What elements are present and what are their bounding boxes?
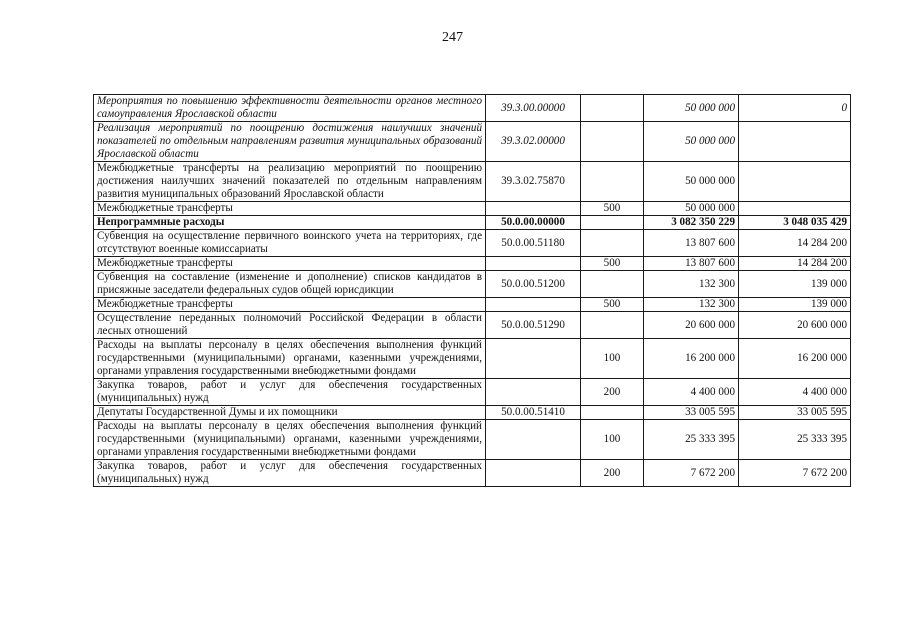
row-value-1: 50 000 000 — [644, 95, 739, 122]
row-value-1: 50 000 000 — [644, 202, 739, 216]
row-value-2 — [739, 162, 851, 202]
table-row — [94, 257, 851, 271]
row-value-1: 4 400 000 — [644, 379, 739, 406]
row-code — [486, 298, 581, 312]
table-row — [94, 420, 851, 460]
row-value-2: 0 — [739, 95, 851, 122]
table-row — [94, 312, 851, 339]
row-name: Межбюджетные трансферты на реализацию мероприятий по поощрению достижения наилучших значений показателей по отдельным направлениям развития муниципальных образований Ярославской области — [94, 162, 486, 202]
row-expense-type: 500 — [581, 202, 644, 216]
table-row — [94, 162, 851, 202]
row-value-2: 14 284 200 — [739, 257, 851, 271]
row-expense-type — [581, 406, 644, 420]
row-value-2: 16 200 000 — [739, 339, 851, 379]
row-value-1: 13 807 600 — [644, 230, 739, 257]
row-code: 39.3.02.00000 — [486, 122, 581, 162]
table-row — [94, 216, 851, 230]
row-name: Межбюджетные трансферты — [94, 298, 486, 312]
row-code: 50.0.00.51180 — [486, 230, 581, 257]
budget-table — [93, 94, 851, 487]
row-value-2: 25 333 395 — [739, 420, 851, 460]
row-expense-type — [581, 312, 644, 339]
row-name: Депутаты Государственной Думы и их помощники — [94, 406, 486, 420]
row-name: Непрограммные расходы — [94, 216, 486, 230]
row-value-2: 20 600 000 — [739, 312, 851, 339]
row-code: 50.0.00.51200 — [486, 271, 581, 298]
row-name: Мероприятия по повышению эффективности деятельности органов местного самоуправления Ярославской области — [94, 95, 486, 122]
table-row — [94, 298, 851, 312]
row-name: Осуществление переданных полномочий Российской Федерации в области лесных отношений — [94, 312, 486, 339]
row-expense-type: 200 — [581, 379, 644, 406]
row-value-1: 50 000 000 — [644, 122, 739, 162]
row-expense-type: 200 — [581, 460, 644, 487]
row-name: Закупка товаров, работ и услуг для обеспечения государственных (муниципальных) нужд — [94, 460, 486, 487]
row-code: 50.0.00.51410 — [486, 406, 581, 420]
row-value-2: 139 000 — [739, 271, 851, 298]
row-name: Субвенция на составление (изменение и дополнение) списков кандидатов в присяжные заседатели федеральных судов общей юрисдикции — [94, 271, 486, 298]
row-name: Субвенция на осуществление первичного воинского учета на территориях, где отсутствуют военные комиссариаты — [94, 230, 486, 257]
row-expense-type — [581, 230, 644, 257]
table-row — [94, 230, 851, 257]
row-value-2: 4 400 000 — [739, 379, 851, 406]
row-value-2: 139 000 — [739, 298, 851, 312]
row-expense-type — [581, 95, 644, 122]
row-expense-type — [581, 162, 644, 202]
row-expense-type: 500 — [581, 298, 644, 312]
row-name: Расходы на выплаты персоналу в целях обеспечения выполнения функций государственными (муниципальными) органами, казенными учреждениями, органами управления государственными внебюджетными фондами — [94, 339, 486, 379]
row-code: 50.0.00.00000 — [486, 216, 581, 230]
row-code — [486, 202, 581, 216]
table-row — [94, 122, 851, 162]
row-value-1: 132 300 — [644, 298, 739, 312]
row-name: Реализация мероприятий по поощрению достижения наилучших значений показателей по отдельным направлениям развития муниципальных образований Ярославской области — [94, 122, 486, 162]
row-expense-type — [581, 216, 644, 230]
row-value-1: 16 200 000 — [644, 339, 739, 379]
row-expense-type — [581, 122, 644, 162]
row-value-1: 7 672 200 — [644, 460, 739, 487]
row-expense-type: 100 — [581, 420, 644, 460]
table-row — [94, 95, 851, 122]
row-code — [486, 257, 581, 271]
row-value-2: 7 672 200 — [739, 460, 851, 487]
row-name: Межбюджетные трансферты — [94, 202, 486, 216]
row-value-2: 33 005 595 — [739, 406, 851, 420]
row-code — [486, 379, 581, 406]
row-code — [486, 339, 581, 379]
row-value-1: 132 300 — [644, 271, 739, 298]
table-row — [94, 339, 851, 379]
row-value-1: 33 005 595 — [644, 406, 739, 420]
row-value-2: 14 284 200 — [739, 230, 851, 257]
row-name: Межбюджетные трансферты — [94, 257, 486, 271]
row-value-2 — [739, 202, 851, 216]
row-value-1: 25 333 395 — [644, 420, 739, 460]
row-value-1: 20 600 000 — [644, 312, 739, 339]
row-code — [486, 420, 581, 460]
row-code — [486, 460, 581, 487]
table-row — [94, 460, 851, 487]
row-value-1: 50 000 000 — [644, 162, 739, 202]
row-code: 39.3.00.00000 — [486, 95, 581, 122]
table-row — [94, 202, 851, 216]
page-number: 247 — [442, 30, 463, 45]
row-value-2 — [739, 122, 851, 162]
row-code: 39.3.02.75870 — [486, 162, 581, 202]
row-name: Расходы на выплаты персоналу в целях обеспечения выполнения функций государственными (муниципальными) органами, казенными учреждениями, органами управления государственными внебюджетными фондами — [94, 420, 486, 460]
row-code: 50.0.00.51290 — [486, 312, 581, 339]
row-value-1: 13 807 600 — [644, 257, 739, 271]
row-expense-type — [581, 271, 644, 298]
row-name: Закупка товаров, работ и услуг для обеспечения государственных (муниципальных) нужд — [94, 379, 486, 406]
table-row — [94, 271, 851, 298]
row-expense-type: 100 — [581, 339, 644, 379]
table-row — [94, 406, 851, 420]
table-row — [94, 379, 851, 406]
row-expense-type: 500 — [581, 257, 644, 271]
row-value-2: 3 048 035 429 — [739, 216, 851, 230]
row-value-1: 3 082 350 229 — [644, 216, 739, 230]
